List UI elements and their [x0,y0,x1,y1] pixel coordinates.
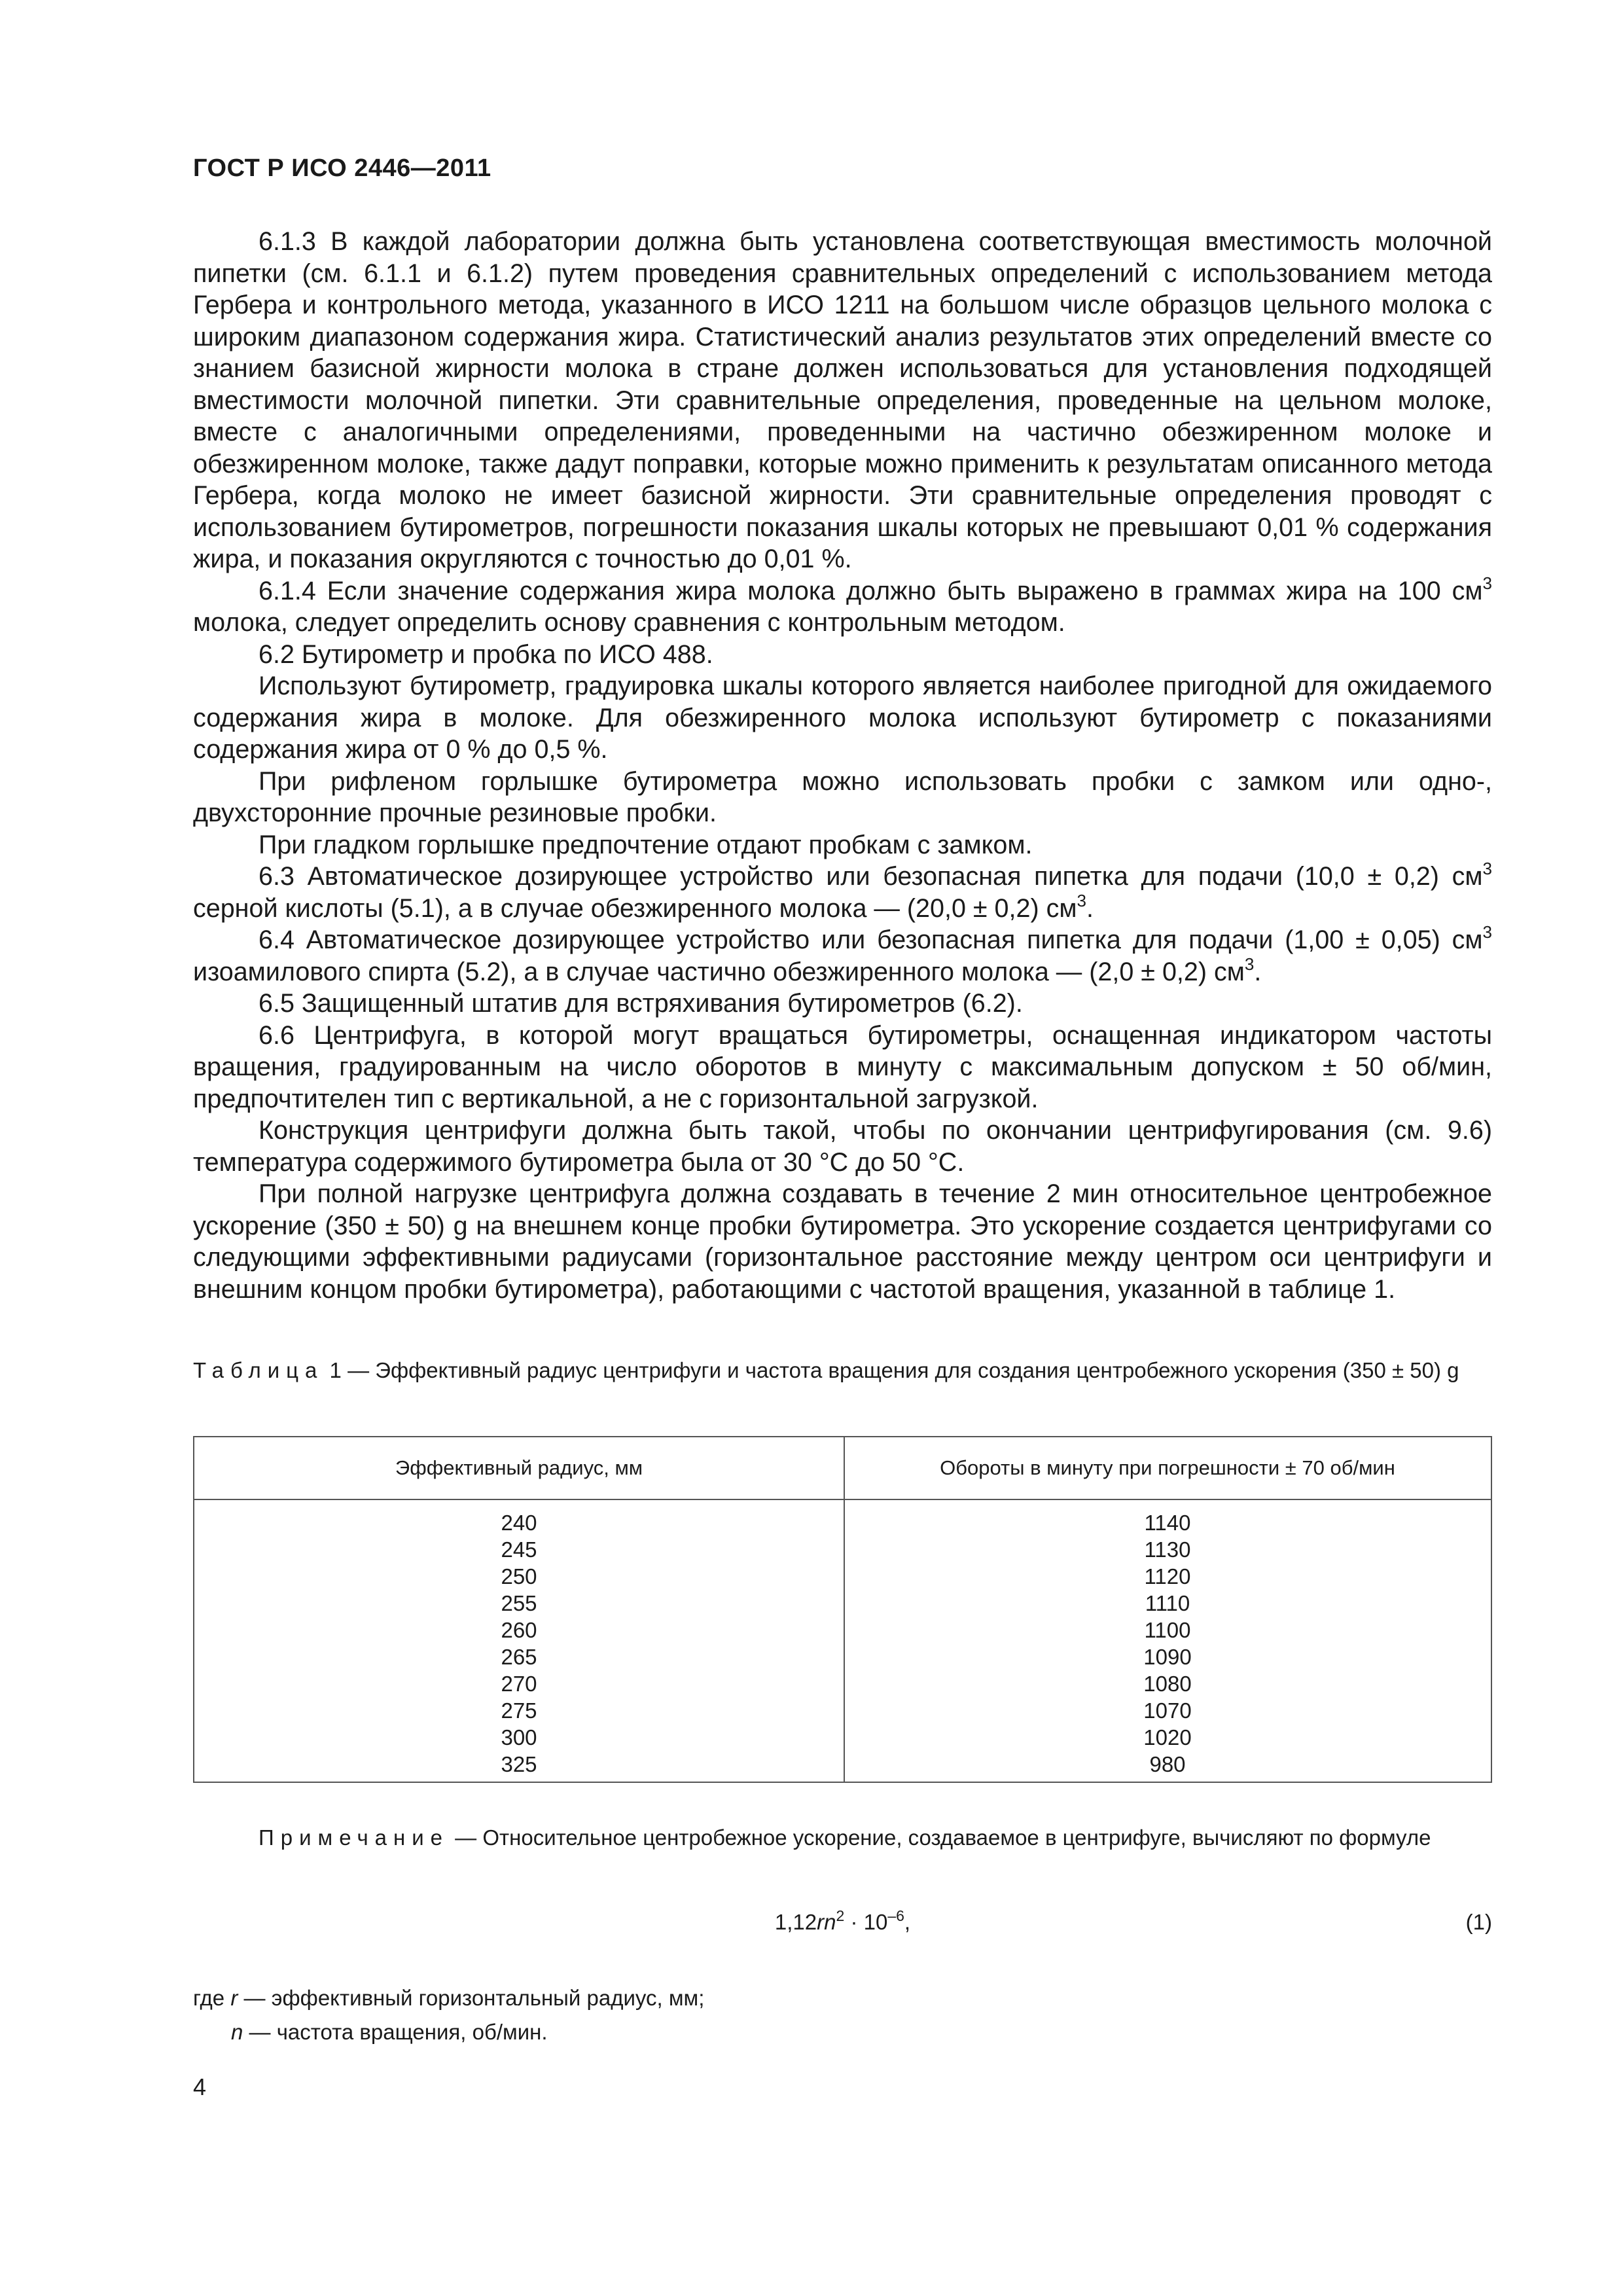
table-cell: 245 [501,1537,537,1562]
paragraph-6-1-4 [193,575,1492,639]
table-cell: 270 [501,1672,537,1696]
table-cell: 1140 [1144,1511,1191,1535]
text: 1,12 [774,1910,817,1934]
table-cell: 275 [501,1698,537,1723]
superscript: 2 [836,1907,845,1924]
table-cell: 265 [501,1645,537,1669]
body-text [193,226,1492,1305]
variable-definitions [193,1981,704,2049]
table-cell: 1110 [1145,1591,1190,1615]
table-header-radius: Эффективный радиус, мм [395,1456,643,1479]
text: — эффективный горизонтальный радиус, мм; [238,1986,705,2010]
superscript: –6 [887,1907,904,1924]
paragraph-6-1-3: 6.1.3 В каждой лаборатории должна быть установлена соответствующая вместимость молочной пипетки (см. 6.1.1 и 6.1.2) путем проведения сравнительных определений с использованием метода Гербера и контрольного метода, указанного в ИСО 1211 на большом числе образцов цельного молока с широким диапазоном содержания жира. Статистический анализ результатов этих определений вместе со знанием базисной жирности молока в стране должен использоваться для установления подходящей вместимости молочной пипетки. Эти сравнительные определения, проведенные на цельном молоке, вместе с аналогичными определениями, проведенными на частично обезжиренном молоке и обезжиренном молоке, также дадут поправки, которые можно применить к результатам описанного метода Гербера, когда молоко не имеет базисной жирности. Эти сравнительные определения проводят с использованием бутирометров, погрешности показания шкалы которых не превышают 0,01 % содержания жира, и показания округляются с точностью до 0,01 %. [193,227,1492,573]
formula-number: (1) [1465,1910,1492,1934]
paragraph-6-5: 6.5 Защищенный штатив для встряхивания бутирометров (6.2). [259,989,1023,1018]
paragraph-full-load: При полной нагрузке центрифуга должна создавать в течение 2 мин относительное центробежное ускорение (350 ± 50) g на внешнем конце пробки бутирометра. Это ускорение создается центрифугами со следующими эффективными радиусами (горизонтальное расстояние между центром оси центрифуги и внешним концом пробки бутирометра), работающими с частотой вращения, указанной в таблице 1. [193,1179,1492,1304]
paragraph-centrifuge-design: Конструкция центрифуги должна быть такой, чтобы по окончании центрифугирования (см. 9.6) температура содержимого бутирометра была от 30 °С до 50 °С. [193,1116,1492,1177]
text: изоамилового спирта (5.2), а в случае частично обезжиренного молока — (2,0 ± 0,2) см [193,957,1245,986]
table-cell: 250 [501,1564,537,1588]
formula-variable: rn [817,1910,836,1934]
table-cell: 240 [501,1511,537,1535]
superscript: 3 [1244,954,1255,974]
definition-r [193,1981,704,2015]
text: — частота вращения, об/мин. [243,2020,548,2044]
table-header-divider [194,1499,1491,1500]
paragraph-butyrometer-scale: Используют бутирометр, градуировка шкалы которого является наиболее пригодной для ожидаемого содержания жира в молоке. Для обезжиренного молока используют бутирометр с показаниями содержания жира от 0 % до 0,5 %. [193,672,1492,764]
table-cell: 300 [501,1725,537,1749]
table-caption [193,1356,1492,1385]
table-cell: 1120 [1144,1564,1191,1588]
text: где [193,1986,231,2010]
paragraph-6-6: 6.6 Центрифуга, в которой могут вращаться бутирометры, оснащенная индикатором частоты вращения, градуированным на число оборотов в минуту с максимальным допуском ± 50 об/мин, предпочтителен тип с вертикальной, а не с горизонтальной загрузкой. [193,1020,1492,1113]
paragraph-ribbed-neck: При рифленом горлышке бутирометра можно использовать пробки с замком или одно-, двухсторонние прочные резиновые пробки. [193,766,1492,827]
page-number: 4 [193,2073,207,2100]
note-label: Примечание [259,1825,450,1850]
table-caption-label: Таблица [193,1358,324,1382]
paragraph-6-2: 6.2 Бутирометр и пробка по ИСО 488. [259,639,713,669]
text: . [1086,893,1094,923]
superscript: 3 [1077,890,1086,910]
variable: r [230,1986,238,2010]
paragraph-6-4 [193,924,1492,988]
table-header-rpm: Обороты в минуту при погрешности ± 70 об/мин [940,1456,1395,1479]
text: молока, следует определить основу сравнения с контрольным методом. [193,608,1065,637]
document-header: ГОСТ Р ИСО 2446—2011 [193,154,491,182]
text: серной кислоты (5.1), а в случае обезжиренного молока — (20,0 ± 0,2) см [193,893,1077,923]
formula [193,1907,1492,1943]
text: 6.3 Автоматическое дозирующее устройство или безопасная пипетка для подачи (10,0 ± 0,2) см [259,862,1483,891]
superscript: 3 [1482,859,1492,878]
superscript: 3 [1482,922,1492,942]
table-cell: 980 [1149,1752,1186,1776]
note-text: — Относительное центробежное ускорение, создаваемое в центрифуге, вычисляют по формуле [449,1825,1431,1850]
text: · 10 [844,1910,888,1934]
table-cell: 255 [501,1591,537,1615]
text: 6.1.4 Если значение содержания жира молока должно быть выражено в граммах жира на 100 см [259,576,1483,605]
table-cell: 1070 [1143,1698,1192,1723]
variable: n [231,2020,243,2044]
table-cell: 1080 [1143,1672,1192,1696]
note [193,1821,1492,1854]
text: 6.4 Автоматическое дозирующее устройство или безопасная пипетка для подачи (1,00 ± 0,05) см [259,925,1483,954]
table-column-radius [194,1509,844,1778]
table-cell: 325 [501,1752,537,1776]
paragraph-smooth-neck: При гладком горлышке предпочтение отдают пробкам с замком. [259,830,1033,859]
data-table [193,1436,1492,1783]
paragraph-6-3 [193,861,1492,924]
definition-n [193,2015,704,2049]
table-caption-text: 1 — Эффективный радиус центрифуги и частота вращения для создания центробежного ускорения (350 ± 50) g [323,1358,1459,1382]
table-cell: 1090 [1143,1645,1192,1669]
formula-expression [193,1907,1492,1935]
text: . [1254,957,1262,986]
table-cell: 1130 [1144,1537,1191,1562]
table-cell: 1020 [1143,1725,1192,1749]
superscript: 3 [1482,573,1492,593]
text: , [904,1910,911,1934]
table-cell: 260 [501,1618,537,1642]
table-cell: 1100 [1144,1618,1191,1642]
table-column-rpm [844,1509,1491,1778]
